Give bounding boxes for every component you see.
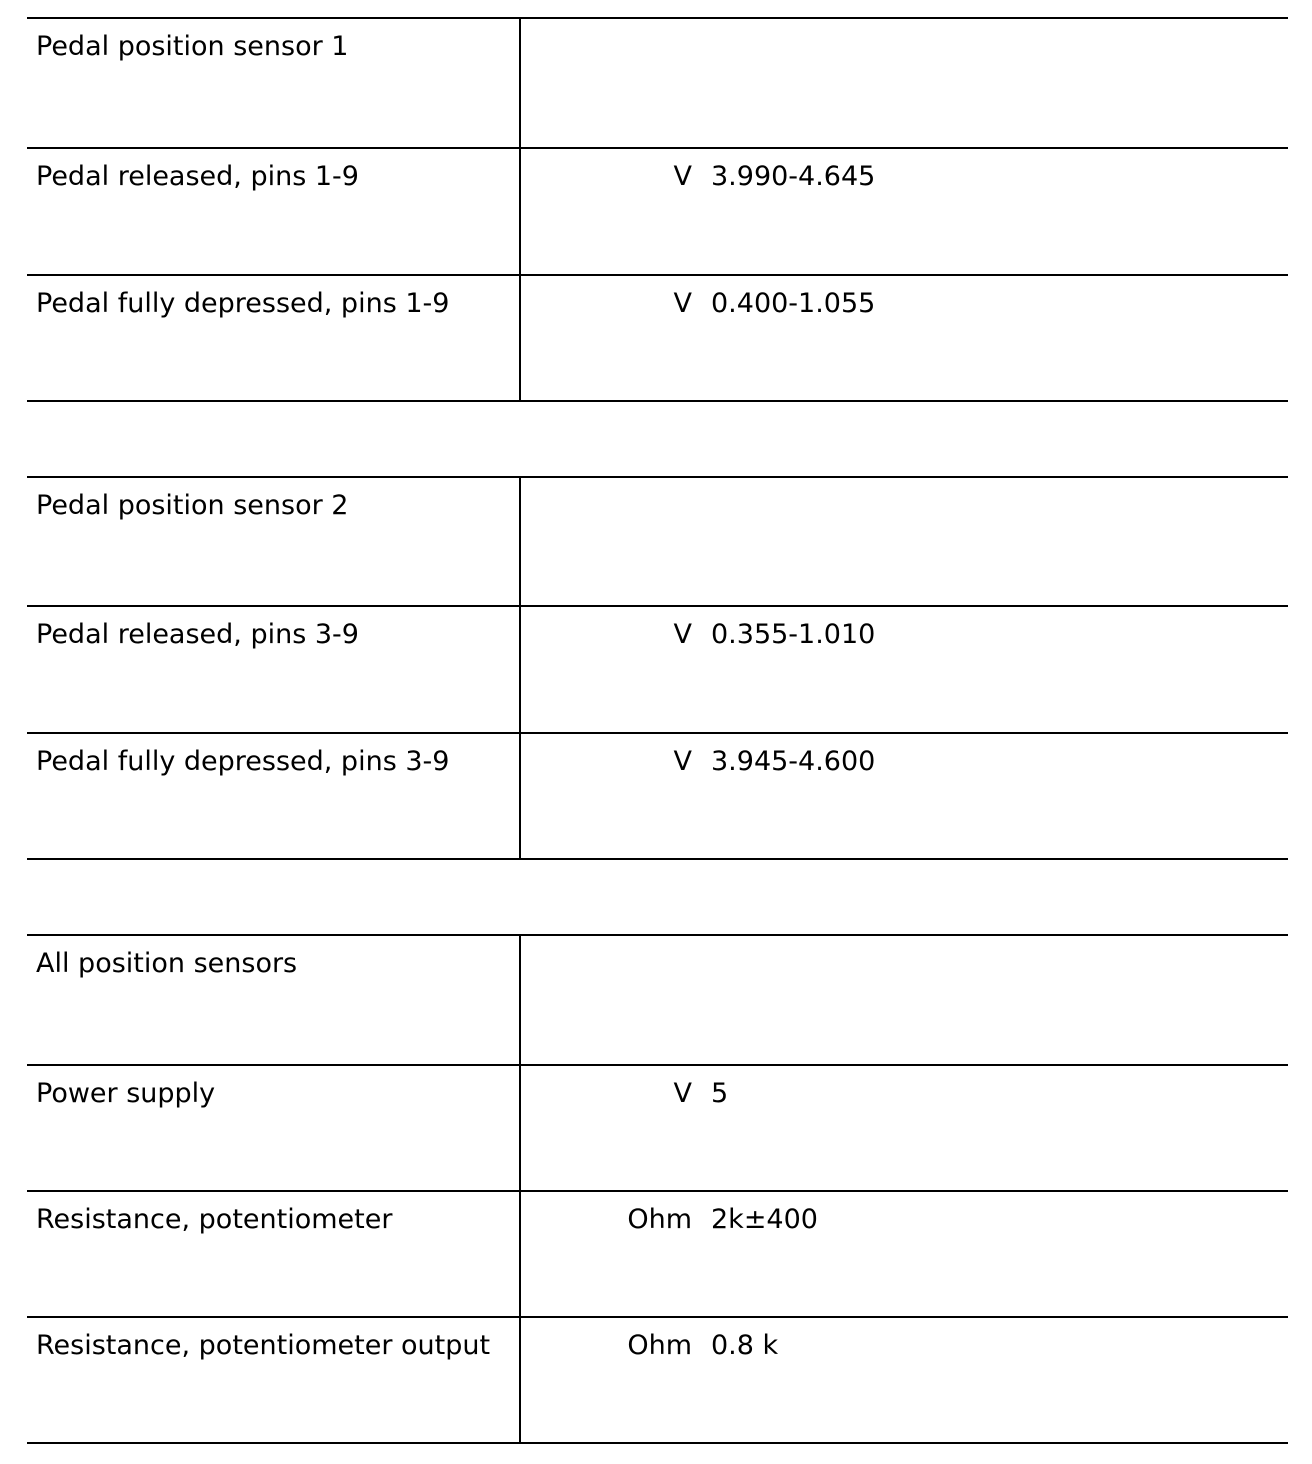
row-unit: V <box>673 161 692 192</box>
row-unit: Ohm <box>627 1204 692 1235</box>
row-unit: V <box>673 288 692 319</box>
table-row <box>27 1066 1288 1192</box>
row-unit: V <box>673 619 692 650</box>
table-row <box>27 19 1288 149</box>
row-label: Resistance, potentiometer output <box>36 1330 491 1361</box>
table-row <box>27 149 1288 276</box>
table-row <box>27 1318 1288 1444</box>
row-value: 5 <box>711 1078 729 1109</box>
column-divider <box>519 936 521 1064</box>
row-label: Pedal released, pins 3-9 <box>36 619 359 650</box>
row-label: Pedal released, pins 1-9 <box>36 161 359 192</box>
column-divider <box>519 276 521 400</box>
column-divider <box>519 1192 521 1316</box>
table-row <box>27 936 1288 1066</box>
row-value: 3.945-4.600 <box>711 746 876 777</box>
row-unit: V <box>673 1078 692 1109</box>
spec-table-sensor-2 <box>27 476 1288 860</box>
row-value: 0.355-1.010 <box>711 619 876 650</box>
column-divider <box>519 1066 521 1190</box>
table-row <box>27 1192 1288 1318</box>
row-unit: Ohm <box>627 1330 692 1361</box>
column-divider <box>519 149 521 274</box>
row-label: Pedal fully depressed, pins 1-9 <box>36 288 450 319</box>
row-value: 0.8 k <box>711 1330 779 1361</box>
row-label: Pedal position sensor 2 <box>36 490 349 521</box>
spec-table-all-sensors <box>27 934 1288 1444</box>
column-divider <box>519 734 521 858</box>
table-row <box>27 276 1288 402</box>
table-row <box>27 478 1288 607</box>
column-divider <box>519 19 521 147</box>
row-label: All position sensors <box>36 948 298 979</box>
table-row <box>27 607 1288 734</box>
row-label: Pedal position sensor 1 <box>36 31 349 62</box>
row-value: 2k±400 <box>711 1204 818 1235</box>
row-value: 0.400-1.055 <box>711 288 876 319</box>
table-row <box>27 734 1288 860</box>
column-divider <box>519 607 521 732</box>
column-divider <box>519 1318 521 1442</box>
row-value: 3.990-4.645 <box>711 161 876 192</box>
column-divider <box>519 478 521 605</box>
row-label: Pedal fully depressed, pins 3-9 <box>36 746 450 777</box>
spec-table-sensor-1 <box>27 17 1288 402</box>
row-unit: V <box>673 746 692 777</box>
row-label: Resistance, potentiometer <box>36 1204 393 1235</box>
row-label: Power supply <box>36 1078 216 1109</box>
